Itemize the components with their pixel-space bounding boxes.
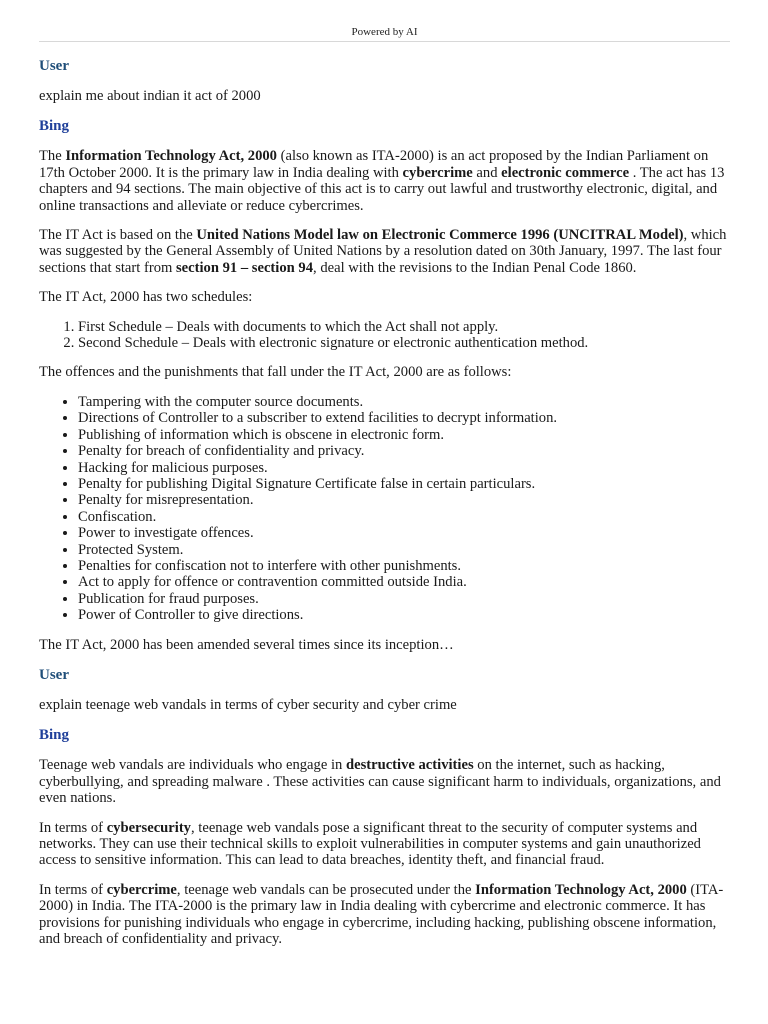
bing-paragraph: Teenage web vandals are individuals who engage in destructive activities on the internet, such as hacking, cyberbullying, and spreading malware . These activities can cause significant harm to individuals, organizations, and even nations.	[39, 757, 721, 807]
list-item: • Power of Controller to give directions.	[78, 607, 730, 623]
bing-paragraph: The IT Act, 2000 has two schedules:	[39, 289, 253, 306]
user-message: explain me about indian it act of 2000	[39, 88, 261, 104]
list-item: • Power to investigate offences.	[78, 525, 730, 541]
bing-paragraph: In terms of cybersecurity, teenage web vandals pose a significant threat to the security of computer systems and networks. They can use their technical skills to exploit vulnerabilities in computer systems and gain unauthorized access to sensitive information. This can lead to data breaches, identity theft, and financial fraud.	[39, 819, 701, 869]
bing-paragraph: In terms of cybercrime, teenage web vandals can be prosecuted under the Information Technology Act, 2000 (ITA-2000) in India. The ITA-2000 is the primary law in India dealing with cybercrime and electronic commerce. It has provisions for punishing individuals who engage in cybercrime, including hacking, publishing obscene information, and breach of confidentiality and privacy.	[39, 881, 724, 948]
list-item: • Hacking for malicious purposes.	[78, 460, 730, 476]
bing-paragraph: The IT Act, 2000 has been amended several times since its inception…	[39, 636, 454, 653]
list-item: • Penalties for confiscation not to interfere with other punishments.	[78, 558, 730, 574]
speaker-user: User	[39, 666, 69, 683]
list-item: • Publishing of information which is obscene in electronic form.	[78, 427, 730, 443]
speaker-bing: Bing	[39, 727, 70, 744]
bing-paragraph: The Information Technology Act, 2000 (also known as ITA-2000) is an act proposed by the Indian Parliament on 17th October 2000. It is the primary law in India dealing with cybercrime and electronic commerce . The act has 13 chapters and 94 sections. The main objective of this act is to carry out lawful and trustworthy electronic, digital, and online transactions and alleviate or reduce cybercrimes.	[39, 148, 725, 214]
schedules-list	[39, 319, 730, 352]
user-message: explain teenage web vandals in terms of cyber security and cyber crime	[39, 696, 457, 713]
list-item: • Penalty for misrepresentation.	[78, 492, 730, 508]
page-header: Powered by AI	[39, 0, 730, 42]
bing-paragraph: The offences and the punishments that fall under the IT Act, 2000 are as follows:	[39, 364, 512, 381]
speaker-bing: Bing	[39, 118, 70, 135]
list-item: • Directions of Controller to a subscriber to extend facilities to decrypt information.	[78, 410, 730, 426]
list-item: • Penalty for publishing Digital Signature Certificate false in certain particulars.	[78, 476, 730, 492]
list-item: 2. Second Schedule – Deals with electronic signature or electronic authentication method.	[78, 335, 730, 351]
list-item: 1. First Schedule – Deals with documents to which the Act shall not apply.	[78, 319, 730, 335]
list-item: • Protected System.	[78, 542, 730, 558]
list-item: • Publication for fraud purposes.	[78, 591, 730, 607]
list-item: • Confiscation.	[78, 509, 730, 525]
bing-paragraph: The IT Act is based on the United Nations Model law on Electronic Commerce 1996 (UNCITRAL Model), which was suggested by the General Assembly of United Nations by a resolution dated on 30th January, 1997. The last four sections that start from section 91 – section 94, deal with the revisions to the Indian Penal Code 1860.	[39, 227, 727, 276]
offences-list	[39, 394, 730, 624]
list-item: • Penalty for breach of confidentiality and privacy.	[78, 443, 730, 459]
speaker-user: User	[39, 58, 69, 74]
list-item: • Tampering with the computer source documents.	[78, 394, 730, 410]
list-item: • Act to apply for offence or contravention committed outside India.	[78, 574, 730, 590]
